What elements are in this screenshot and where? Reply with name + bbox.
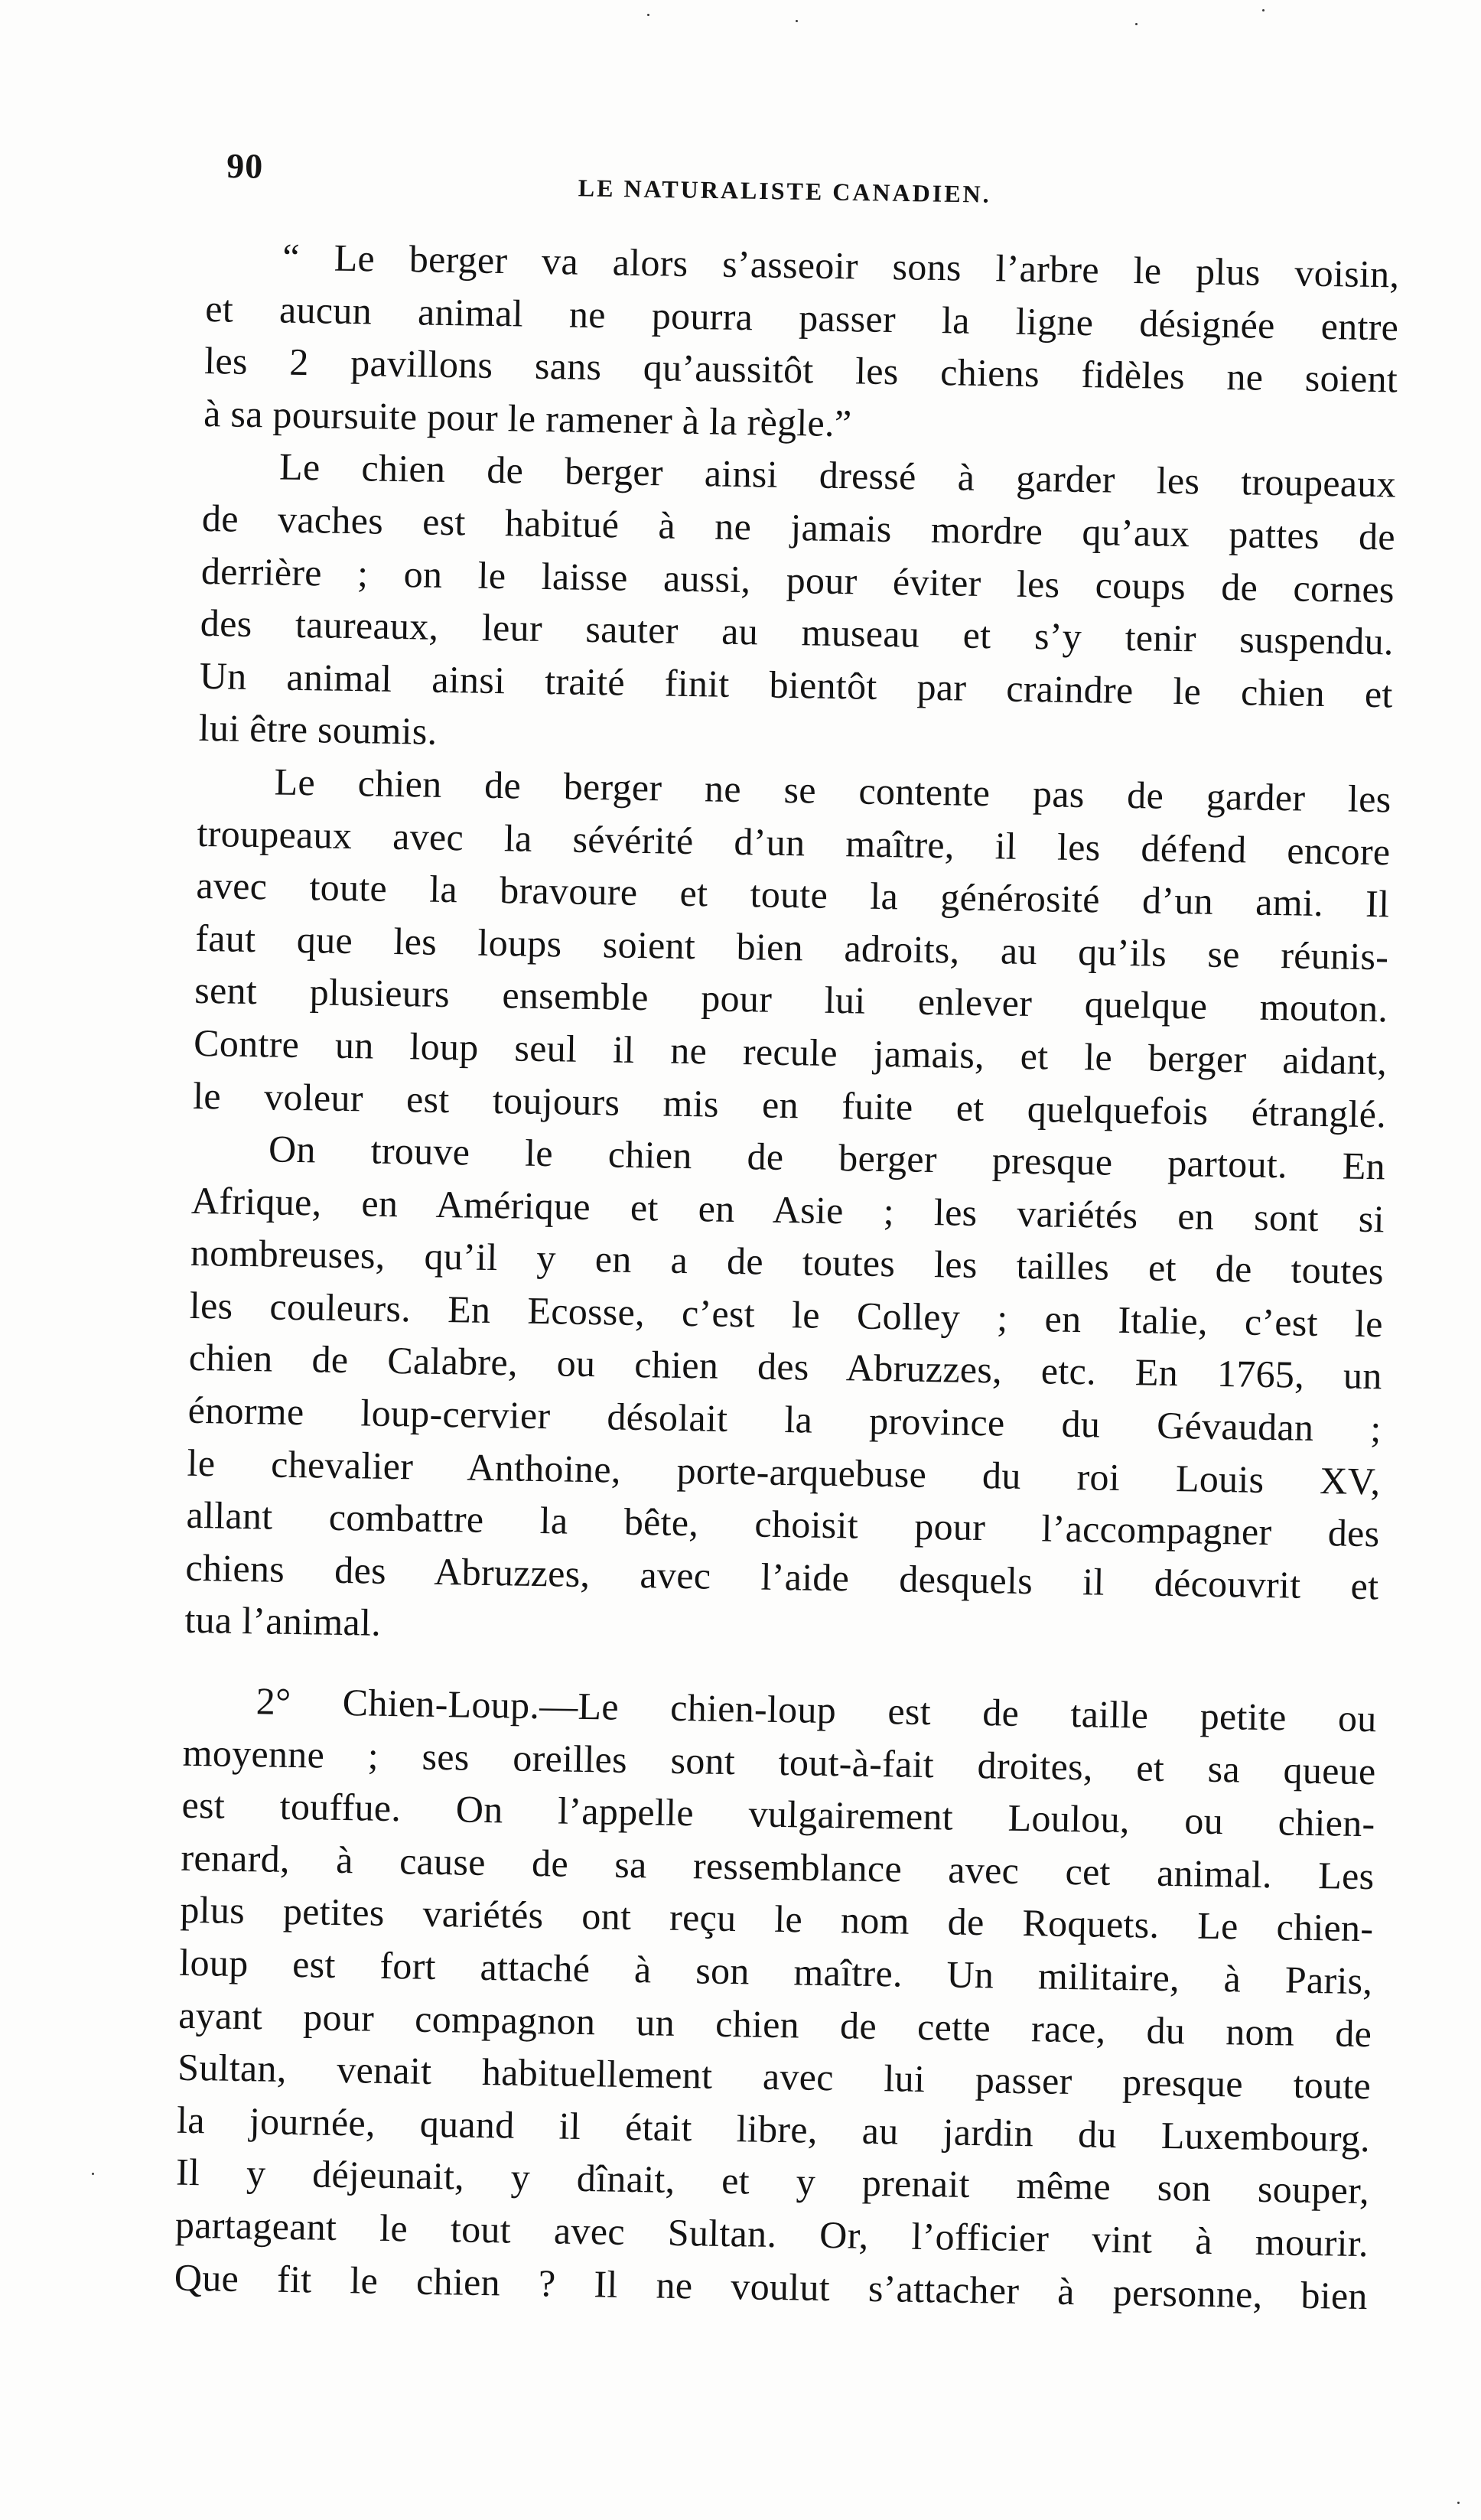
text-line: les 2 pavillons sans qu’aussitôt les chiens fidèles ne soient [203,339,1398,401]
text-line: plus petites variétés ont reçu le nom de Roquets. Le chien- [180,1888,1374,1950]
text-line: “ Le berger va alors s’asseoir sons l’arbre le plus voisin, [282,235,1400,296]
ink-speck [647,14,649,16]
text-line: moyenne ; ses oreilles sont tout-à-fait droites, et sa queue [182,1730,1376,1792]
ink-speck [1262,9,1265,11]
text-line: derrière ; on le laisse aussi, pour éviter les coups de cornes [200,549,1395,611]
text-line: Sultan, venait habituellement avec lui passer presque toute [177,2045,1372,2108]
text-line: la journée, quand il était libre, au jardin du Luxembourg. [176,2098,1371,2160]
text-line: troupeaux avec la sévérité d’un maître, il les défend encore [197,811,1391,873]
text-line: tua l’animal. [184,1598,382,1645]
text-line: à sa poursuite pour le ramener à la règle.” [203,391,852,445]
running-head: LE NATURALISTE CANADIEN. [578,174,991,208]
text-line: Il y déjeunait, y dînait, et y prenait même son souper, [175,2150,1370,2212]
text-line: Que fit le chien ? Il ne voulut s’attacher à personne, bien [174,2255,1369,2317]
text-line: les couleurs. En Ecosse, c’est le Colley ; en Italie, c’est le [189,1283,1384,1346]
page-number: 90 [226,146,264,186]
text-line: 2° Chien-Loup.—Le chien-loup est de taille petite ou [256,1679,1378,1740]
text-line: chien de Calabre, ou chien des Abruzzes, etc. En 1765, un [188,1336,1383,1398]
text-line: nombreuses, qu’il y en a de toutes les tailles et de toutes [190,1231,1385,1293]
text-line: Le chien de berger ne se contente pas de garder les [274,760,1391,821]
body-text [174,230,1399,2322]
text-line: On trouve le chien de berger presque partout. En [268,1127,1386,1188]
text-line: des taureaux, leur sauter au museau et s’y tenir suspendu. [200,601,1395,663]
ink-speck [1457,2502,1460,2504]
text-line: partageant le tout avec Sultan. Or, l’officier vint à mourir. [174,2203,1369,2265]
text-line: le chevalier Anthoine, porte-arquebuse du roi Louis XV, [187,1441,1381,1503]
text-line: ayant pour compagnon un chien de cette race, du nom de [177,1993,1372,2055]
text-line: énorme loup-cervier désolait la province du Gévaudan ; [187,1388,1382,1450]
text-line: Le chien de berger ainsi dressé à garder les troupeaux [278,444,1397,506]
text-line: chiens des Abruzzes, avec l’aide desquels il découvrit et [185,1545,1379,1608]
text-line: renard, à cause de sa ressemblance avec cet animal. Les [181,1835,1375,1898]
text-line: sent plusieurs ensemble pour lui enlever quelque mouton. [194,969,1388,1030]
ink-speck [92,2173,94,2175]
text-line: loup est fort attaché à son maître. Un militaire, à Paris, [178,1940,1373,2003]
text-line: est touffue. On l’appelle vulgairement Loulou, ou chien- [181,1783,1375,1845]
text-line: avec toute la bravoure et toute la générosité d’un ami. Il [196,864,1390,926]
text-line: Contre un loup seul il ne recule jamais, et le berger aidant, [193,1021,1388,1083]
text-line: de vaches est habitué à ne jamais mordre qu’aux pattes de [201,496,1396,558]
page-header [226,145,1408,225]
text-line: Un animal ainsi traité finit bientôt par craindre le chien et [199,653,1394,716]
text-line: allant combattre la bête, choisit pour l’accompagner des [186,1493,1380,1555]
text-line: et aucun animal ne pourra passer la ligne désignée entre [204,286,1399,349]
text-line: le voleur est toujours mis en fuite et quelquefois étranglé. [192,1073,1387,1135]
ink-speck [796,20,798,22]
text-line: Afrique, en Amérique et en Asie ; les variétés en sont si [190,1178,1385,1241]
ink-speck [1135,23,1138,25]
text-line: lui être soumis. [198,706,438,754]
text-line: faut que les loups soient bien adroits, au qu’ils se réunis- [195,916,1389,978]
